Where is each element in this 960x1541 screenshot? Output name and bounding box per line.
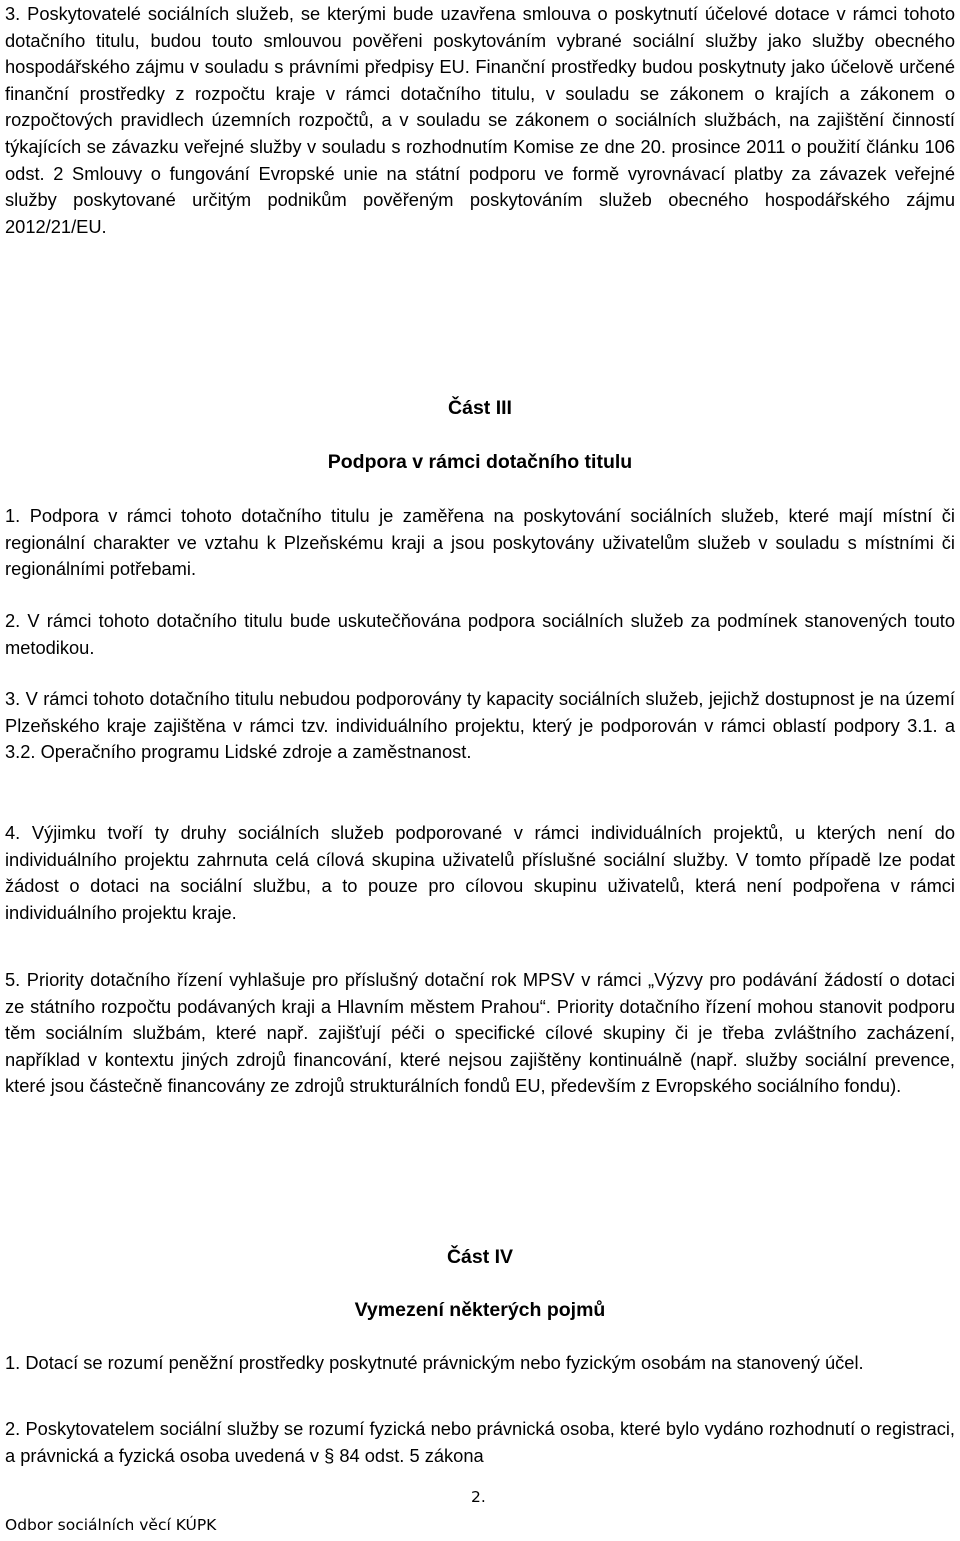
part-4-subheading: Vymezení některých pojmů [354, 1299, 606, 1321]
part-3-heading: Část III [448, 397, 512, 419]
part-3-item-1: 1. Podpora v rámci tohoto dotačního titulu je zaměřena na poskytování sociálních služeb, které mají místní či regionální charakter ve vztahu k Plzeňskému kraji a jsou poskytovány uživatelům služeb v souladu s místními či regionálními potřebami. [5, 505, 955, 580]
part-4-item-1: 1. Dotací se rozumí peněžní prostředky poskytnuté právnickým nebo fyzickým osobám na stanovený účel. [5, 1352, 864, 1373]
footer-department: Odbor sociálních věcí KÚPK [5, 1516, 217, 1534]
part-4-item-2: 2. Poskytovatelem sociální služby se rozumí fyzická nebo právnická osoba, které bylo vydáno rozhodnutí o registraci, a právnická a fyzická osoba uvedená v § 84 odst. 5 zákona [5, 1418, 955, 1466]
page-number: 2. [471, 1488, 486, 1506]
part-3-item-3: 3. V rámci tohoto dotačního titulu nebudou podporovány ty kapacity sociálních služeb, jejichž dostupnost je na území Plzeňského kraje zajištěna v rámci tzv. individuálního projektu, který je podporován v rámci oblastí podpory 3.1. a 3.2. Operačního programu Lidské zdroje a zaměstnanost. [5, 688, 955, 763]
part-3-item-5: 5. Priority dotačního řízení vyhlašuje pro příslušný dotační rok MPSV v rámci „Výzvy pro podávání žádostí o dotaci ze státního rozpočtu podávaných kraji a Hlavním městem Prahou“. Priority dotačního řízení mohou stanovit podporu těm sociálním službám, které např. zajišťují péči o specifické cílové skupiny či je třeba zvláštního zacházení, například v kontextu jiných zdrojů financování, které nejsou zajištěny kontinuálně (např. služby sociální prevence, které jsou částečně financovány ze zdrojů strukturálních fondů EU, především z Evropského sociálního fondu). [5, 969, 955, 1097]
part-3-subheading: Podpora v rámci dotačního titulu [327, 451, 633, 473]
part-4-heading: Část IV [446, 1246, 514, 1268]
paragraph-services-of-general-interest: 3. Poskytovatelé sociálních služeb, se kterými bude uzavřena smlouva o poskytnutí účelové dotace v rámci tohoto dotačního titulu, budou touto smlouvou pověřeni poskytováním vybrané sociální služby jako služby obecného hospodářského zájmu v souladu s právními předpisy EU. Finanční prostředky budou poskytnuty jako účelově určené finanční prostředky z rozpočtu kraje v rámci dotačního titulu, v souladu se zákonem o krajích a zákonem o rozpočtových pravidlech územních rozpočtů, a v souladu se zákonem o sociálních službách, na zajištění činností týkajících se závazku veřejné služby v souladu s rozhodnutím Komise ze dne 20. prosince 2011 o použití článku 106 odst. 2 Smlouvy o fungování Evropské unie na státní podporu ve formě vyrovnávací platby za závazek veřejné služby poskytované určitým podnikům pověřeným poskytováním služeb obecného hospodářského zájmu 2012/21/EU. [5, 3, 955, 237]
part-3-item-2: 2. V rámci tohoto dotačního titulu bude uskutečňována podpora sociálních služeb za podmínek stanovených touto metodikou. [5, 610, 955, 658]
part-3-item-4: 4. Výjimku tvoří ty druhy sociálních služeb podporované v rámci individuálních projektů, u kterých není do individuálního projektu zahrnuta celá cílová skupina uživatelů příslušné sociální služby. V tomto případě lze podat žádost o dotaci na sociální službu, a to pouze pro cílovou skupinu uživatelů, která není podpořena v rámci individuálního projektu kraje. [5, 822, 955, 923]
